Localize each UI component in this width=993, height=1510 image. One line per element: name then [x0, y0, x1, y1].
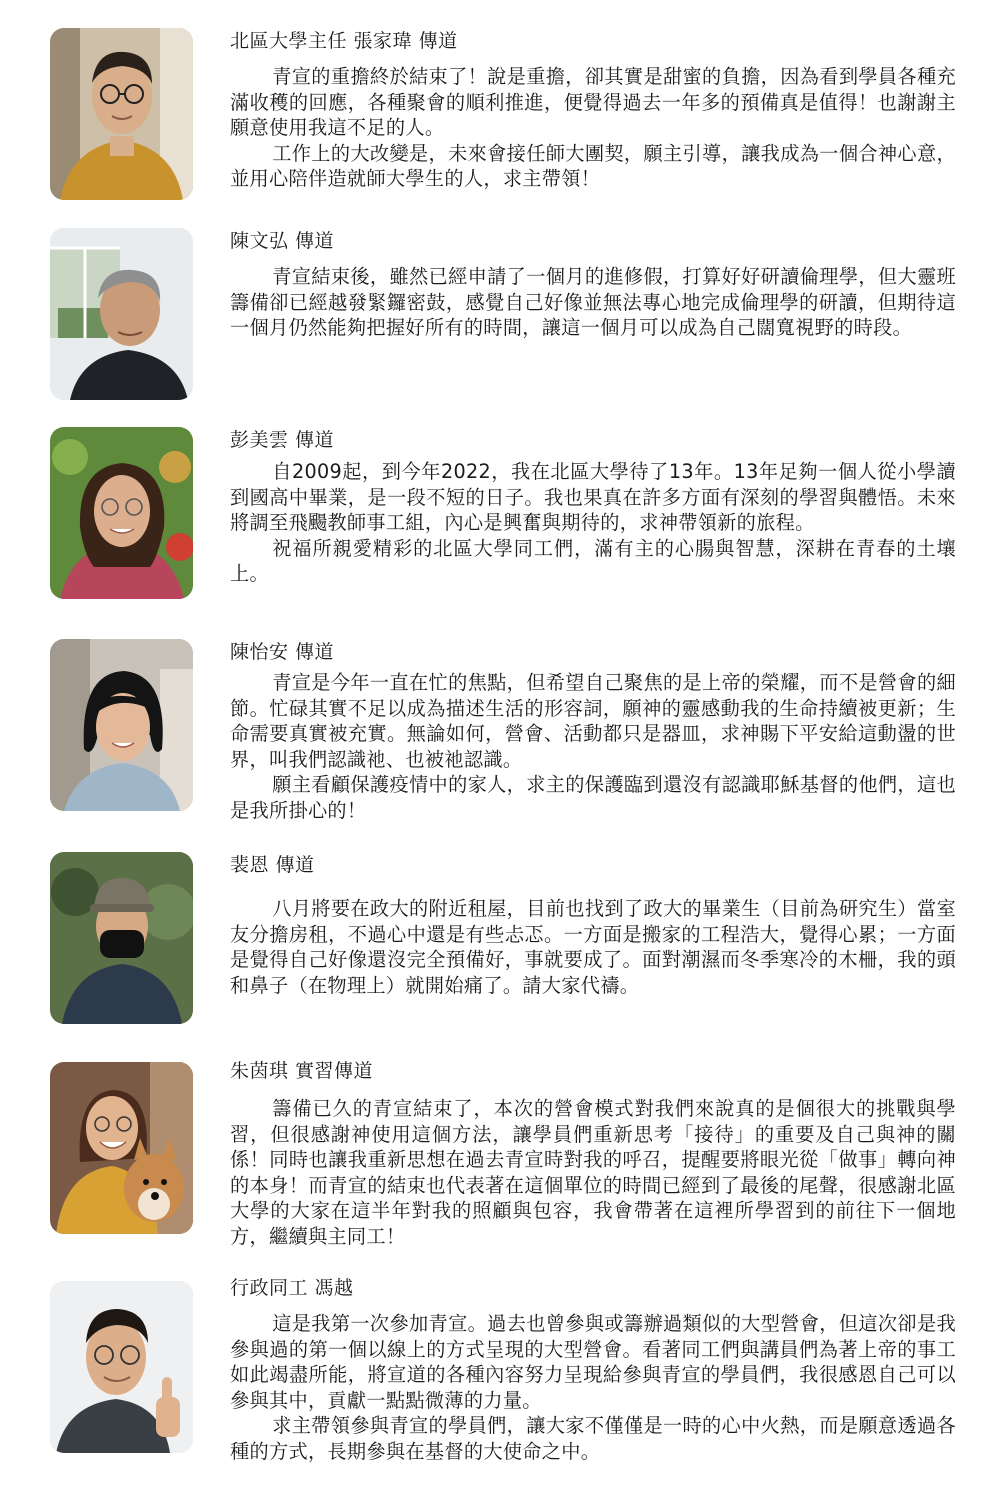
photo-pei-en — [50, 852, 193, 1024]
photo-zhu-yinqi — [50, 1062, 193, 1234]
entry-name: 行政同工 馮越 — [230, 1277, 354, 1299]
photo-chen-yian — [50, 639, 193, 811]
photo-chen-wenhong — [50, 228, 193, 400]
entry-paragraph: 自2009起，到今年2022，我在北區大學待了13年。13年足夠一個人從小學讀到國高中畢業，是一段不短的日子。我也果真在許多方面有深刻的學習與體悟。未來將調至飛颺教師事工組，內心是興奮與期待的，求神帶領新的旅程。 — [230, 460, 956, 535]
entry-paragraph: 八月將要在政大的附近租屋，目前也找到了政大的畢業生（目前為研究生）當室友分擔房租，不過心中還是有些忐忑。一方面是搬家的工程浩大，覺得心累；一方面是覺得自己好像還沒完全預備好，事就要成了。面對潮濕而冬季寒冷的木柵，我的頭和鼻子（在物理上）就開始痛了。請大家代禱。 — [230, 897, 956, 997]
entry-paragraph: 青宣的重擔終於結束了！說是重擔，卻其實是甜蜜的負擔，因為看到學員各種充滿收穫的回應，各種聚會的順利推進，便覺得過去一年多的預備真是值得！也謝謝主願意使用我這不足的人。 — [230, 65, 956, 140]
entry-name: 陳文弘 傳道 — [230, 230, 335, 252]
entry-name: 陳怡安 傳道 — [230, 641, 335, 663]
entry-paragraph: 工作上的大改變是，未來會接任師大團契，願主引導，讓我成為一個合神心意，並用心陪伴造就師大學生的人，求主帶領！ — [230, 141, 956, 191]
photo-zhang-jiawei — [50, 28, 193, 200]
entry-name: 朱茵琪 實習傳道 — [230, 1060, 374, 1082]
photo-feng-yue — [50, 1281, 193, 1453]
entry-paragraph: 這是我第一次參加青宣。過去也曾參與或籌辦過類似的大型營會，但這次卻是我參與過的第一個以線上的方式呈現的大型營會。看著同工們與講員們為著上帝的事工如此竭盡所能，將宣道的各種內容努力呈現給參與青宣的學員們，我很感恩自己可以參與其中，貢獻一點點微薄的力量。 — [230, 1312, 956, 1412]
photo-peng-meiyun — [50, 427, 193, 599]
entry-paragraph: 願主看顧保護疫情中的家人，求主的保護臨到還沒有認識耶穌基督的他們，這也是我所掛心的！ — [230, 773, 956, 822]
entry-paragraph: 青宣是今年一直在忙的焦點，但希望自己聚焦的是上帝的榮耀，而不是營會的細節。忙碌其實不足以成為描述生活的形容詞，願神的靈感動我的生命持續被更新；生命需要真實被充實。無論如何，營會、活動都只是器皿，求神賜下平安給這動盪的世界，叫我們認識祂、也被祂認識。 — [230, 671, 956, 771]
entry-paragraph: 青宣結束後，雖然已經申請了一個月的進修假，打算好好研讀倫理學，但大靈班籌備卻已經越發緊鑼密鼓，感覺自己好像並無法專心地完成倫理學的研讀，但期待這一個月仍然能夠把握好所有的時間，讓這一個月可以成為自己闊寬視野的時段。 — [230, 265, 956, 340]
entry-paragraph: 求主帶領參與青宣的學員們，讓大家不僅僅是一時的心中火熱，而是願意透過各種的方式，長期參與在基督的大使命之中。 — [230, 1414, 956, 1463]
entry-name: 彭美雲 傳道 — [230, 429, 335, 451]
entry-paragraph: 祝福所親愛精彩的北區大學同工們，滿有主的心腸與智慧，深耕在青春的土壤上。 — [230, 536, 956, 586]
entry-name: 裴恩 傳道 — [230, 854, 315, 876]
entry-paragraph: 籌備已久的青宣結束了，本次的營會模式對我們來說真的是個很大的挑戰與學習，但很感謝神使用這個方法，讓學員們重新思考「接待」的重要及自己與神的關係！同時也讓我重新思想在過去青宣時對我的呼召，提醒要將眼光從「做事」轉向神的本身！而青宣的結束也代表著在這個單位的時間已經到了最後的尾聲，很感謝北區大學的大家在這半年對我的照顧與包容，我會帶著在這裡所學習到的前往下一個地方，繼續與主同工！ — [230, 1097, 956, 1248]
entry-name: 北區大學主任 張家瑋 傳道 — [230, 30, 458, 52]
